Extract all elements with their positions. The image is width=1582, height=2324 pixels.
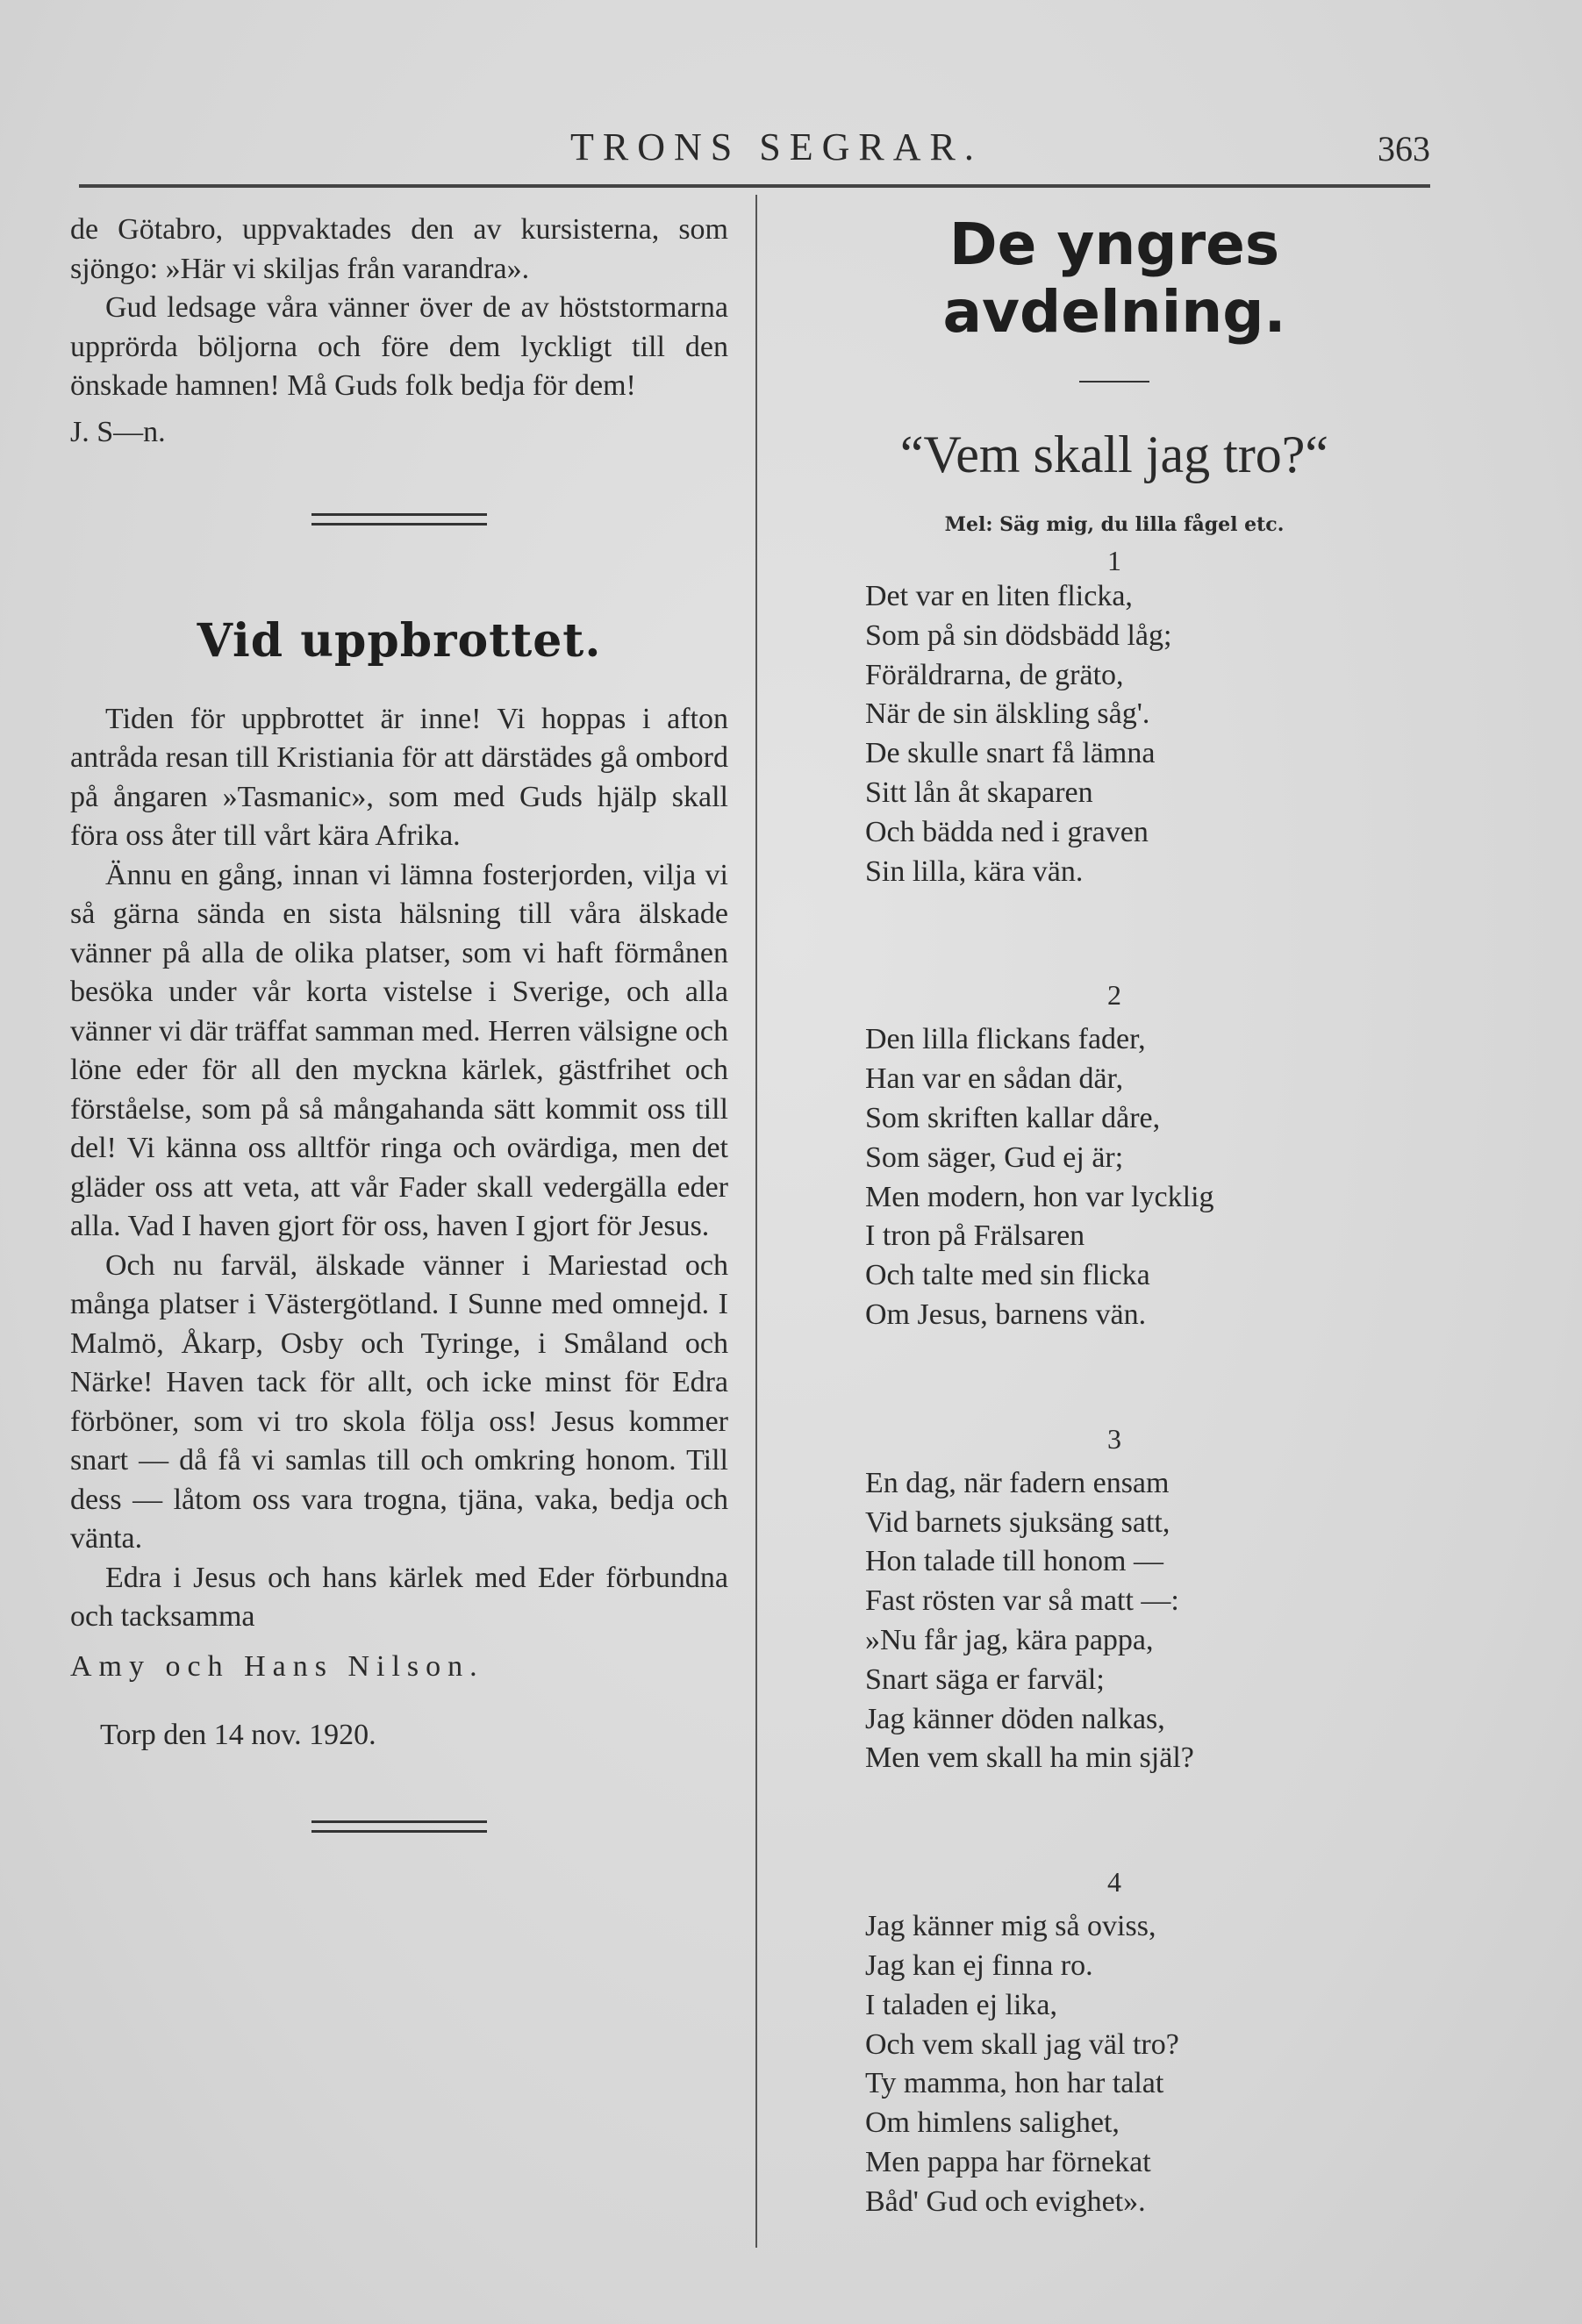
verse-number: 1 [1107, 545, 1121, 576]
verse-line: Jag kan ej finna ro. [865, 1949, 1093, 1982]
verse-line: Jag känner mig så oviss, [865, 1910, 1156, 1943]
verse [781, 1020, 1448, 1334]
section-heading: Vid uppbrottet. [197, 614, 602, 668]
song-title: “Vem skall jag tro?“ [899, 425, 1329, 483]
verse-line: I taladen ej lika, [865, 1988, 1058, 2021]
verse-line: Sin lilla, kära vän. [865, 855, 1084, 888]
header-rule [79, 184, 1430, 188]
section-separator [311, 513, 487, 526]
verse-line: Och vem skall jag väl tro? [865, 2027, 1179, 2061]
verse-line: En dag, när fadern ensam [865, 1466, 1170, 1499]
running-title: TRONS SEGRAR. [570, 125, 983, 168]
verse-line: Som på sin dödsbädd låg; [865, 619, 1172, 652]
verse-line: Och bädda ned i graven [865, 815, 1149, 848]
body-paragraph: Och nu farväl, älskade vänner i Mariestad och många platser i Västergötland. I Sunne med omnejd. I Malmö, Åkarp, Osby och Tyringe, i Småland och Närke! Haven tack för allt, och icke minst för Edra förböner, som vi tro skola följa oss! Jesus kommer snart — då få vi samlas till och omkring honom. Till dess — låtom oss vara trogna, tjäna, vaka, bedja och vänta. [70, 1248, 728, 1555]
heading-rule [1079, 381, 1149, 383]
body-paragraph: Ännu en gång, innan vi lämna fosterjorden, vilja vi så gärna sända en sista hälsning till våra älskade vänner på alla de olika platser, som vi haft förmånen besöka under vår korta vistelse i Sverige, och alla vänner vi där träffat samman med. Herren välsigne och löne eder för all den myckna kärlek, gästfrihet och förståelse, som på så mångahanda sätt kommit oss till del! Vi känna oss alltför ringa och ovärdiga, men det gläder oss att veta, att vår Fader skall vedergälla eder alla. Vad I haven gjort för oss, haven I gjort för Jesus. [70, 858, 728, 1242]
verse-line: Som säger, Gud ej är; [865, 1141, 1124, 1174]
verse-line: Ty mamma, hon har talat [865, 2067, 1164, 2100]
opening-paragraph: de Götabro, uppvaktades den av kursisterna, som sjöngo: »Här vi skiljas från varandra». [70, 213, 728, 285]
verse-line: Jag känner döden nalkas, [865, 1702, 1165, 1735]
verse-line: Men modern, hon var lycklig [865, 1180, 1214, 1213]
body-paragraph: Tiden för uppbrottet är inne! Vi hoppas i afton antråda resan till Kristiania för att därstädes gå ombord på ångaren »Tasmanic», som med Guds hjälp skall föra oss åter till vårt kära Afrika. [70, 702, 728, 852]
verse-line: Föräldrarna, de gräto, [865, 658, 1124, 691]
verse-line: »Nu får jag, kära pappa, [865, 1623, 1154, 1656]
melody-note: Mel: Säg mig, du lilla fågel etc. [944, 513, 1285, 536]
verse-line: Vid barnets sjuksäng satt, [865, 1505, 1170, 1539]
verse-line: Och talte med sin flicka [865, 1259, 1150, 1292]
verse-line: Sitt lån åt skaparen [865, 776, 1093, 809]
article-signature: Amy och Hans Nilson. [70, 1649, 484, 1683]
verse-line: De skulle snart få lämna [865, 737, 1156, 770]
verse-number: 4 [1107, 1866, 1121, 1899]
section-heading: De yngres avdelning. [942, 211, 1286, 346]
verse-number: 3 [1107, 1422, 1121, 1455]
verse-line: Om Jesus, barnens vän. [865, 1298, 1147, 1331]
verse-number: 2 [1107, 979, 1121, 1012]
verse-line: Men vem skall ha min själ? [865, 1741, 1194, 1775]
verse [781, 577, 1448, 891]
verse-line: Båd' Gud och evighet». [865, 2185, 1146, 2218]
page-header [79, 125, 1430, 177]
section-separator [311, 1820, 487, 1833]
verse-line: Hon talade till honom — [865, 1545, 1163, 1578]
verse-line: När de sin älskling såg'. [865, 697, 1150, 731]
verse-line: I tron på Frälsaren [865, 1219, 1085, 1253]
verse [781, 1907, 1448, 2221]
column-divider [755, 195, 757, 2248]
date-line: Torp den 14 nov. 1920. [100, 1719, 376, 1751]
verse-line: Snart säga er farväl; [865, 1663, 1105, 1696]
verse-line: Det var en liten flicka, [865, 580, 1133, 612]
page-number: 363 [1378, 129, 1430, 168]
verse-line: Den lilla flickans fader, [865, 1023, 1146, 1056]
body-paragraph: Edra i Jesus och hans kärlek med Eder förbundna och tacksamma [70, 1561, 728, 1633]
verse [781, 1464, 1448, 1778]
opening-signature: J. S—n. [70, 415, 166, 448]
verse-line: Men pappa har förnekat [865, 2145, 1151, 2178]
verse-line: Som skriften kallar dåre, [865, 1101, 1161, 1134]
right-column [781, 211, 1448, 2222]
opening-paragraph: Gud ledsage våra vänner över de av höststormarna upprörda böljorna och före dem lyckligt till den önskade hamnen! Må Guds folk bedja för dem! [70, 291, 728, 402]
verse-line: Fast rösten var så matt —: [865, 1584, 1179, 1618]
left-column [70, 211, 728, 1833]
verse-line: Han var en sådan där, [865, 1062, 1124, 1096]
verse-line: Om himlens salighet, [865, 2106, 1120, 2140]
